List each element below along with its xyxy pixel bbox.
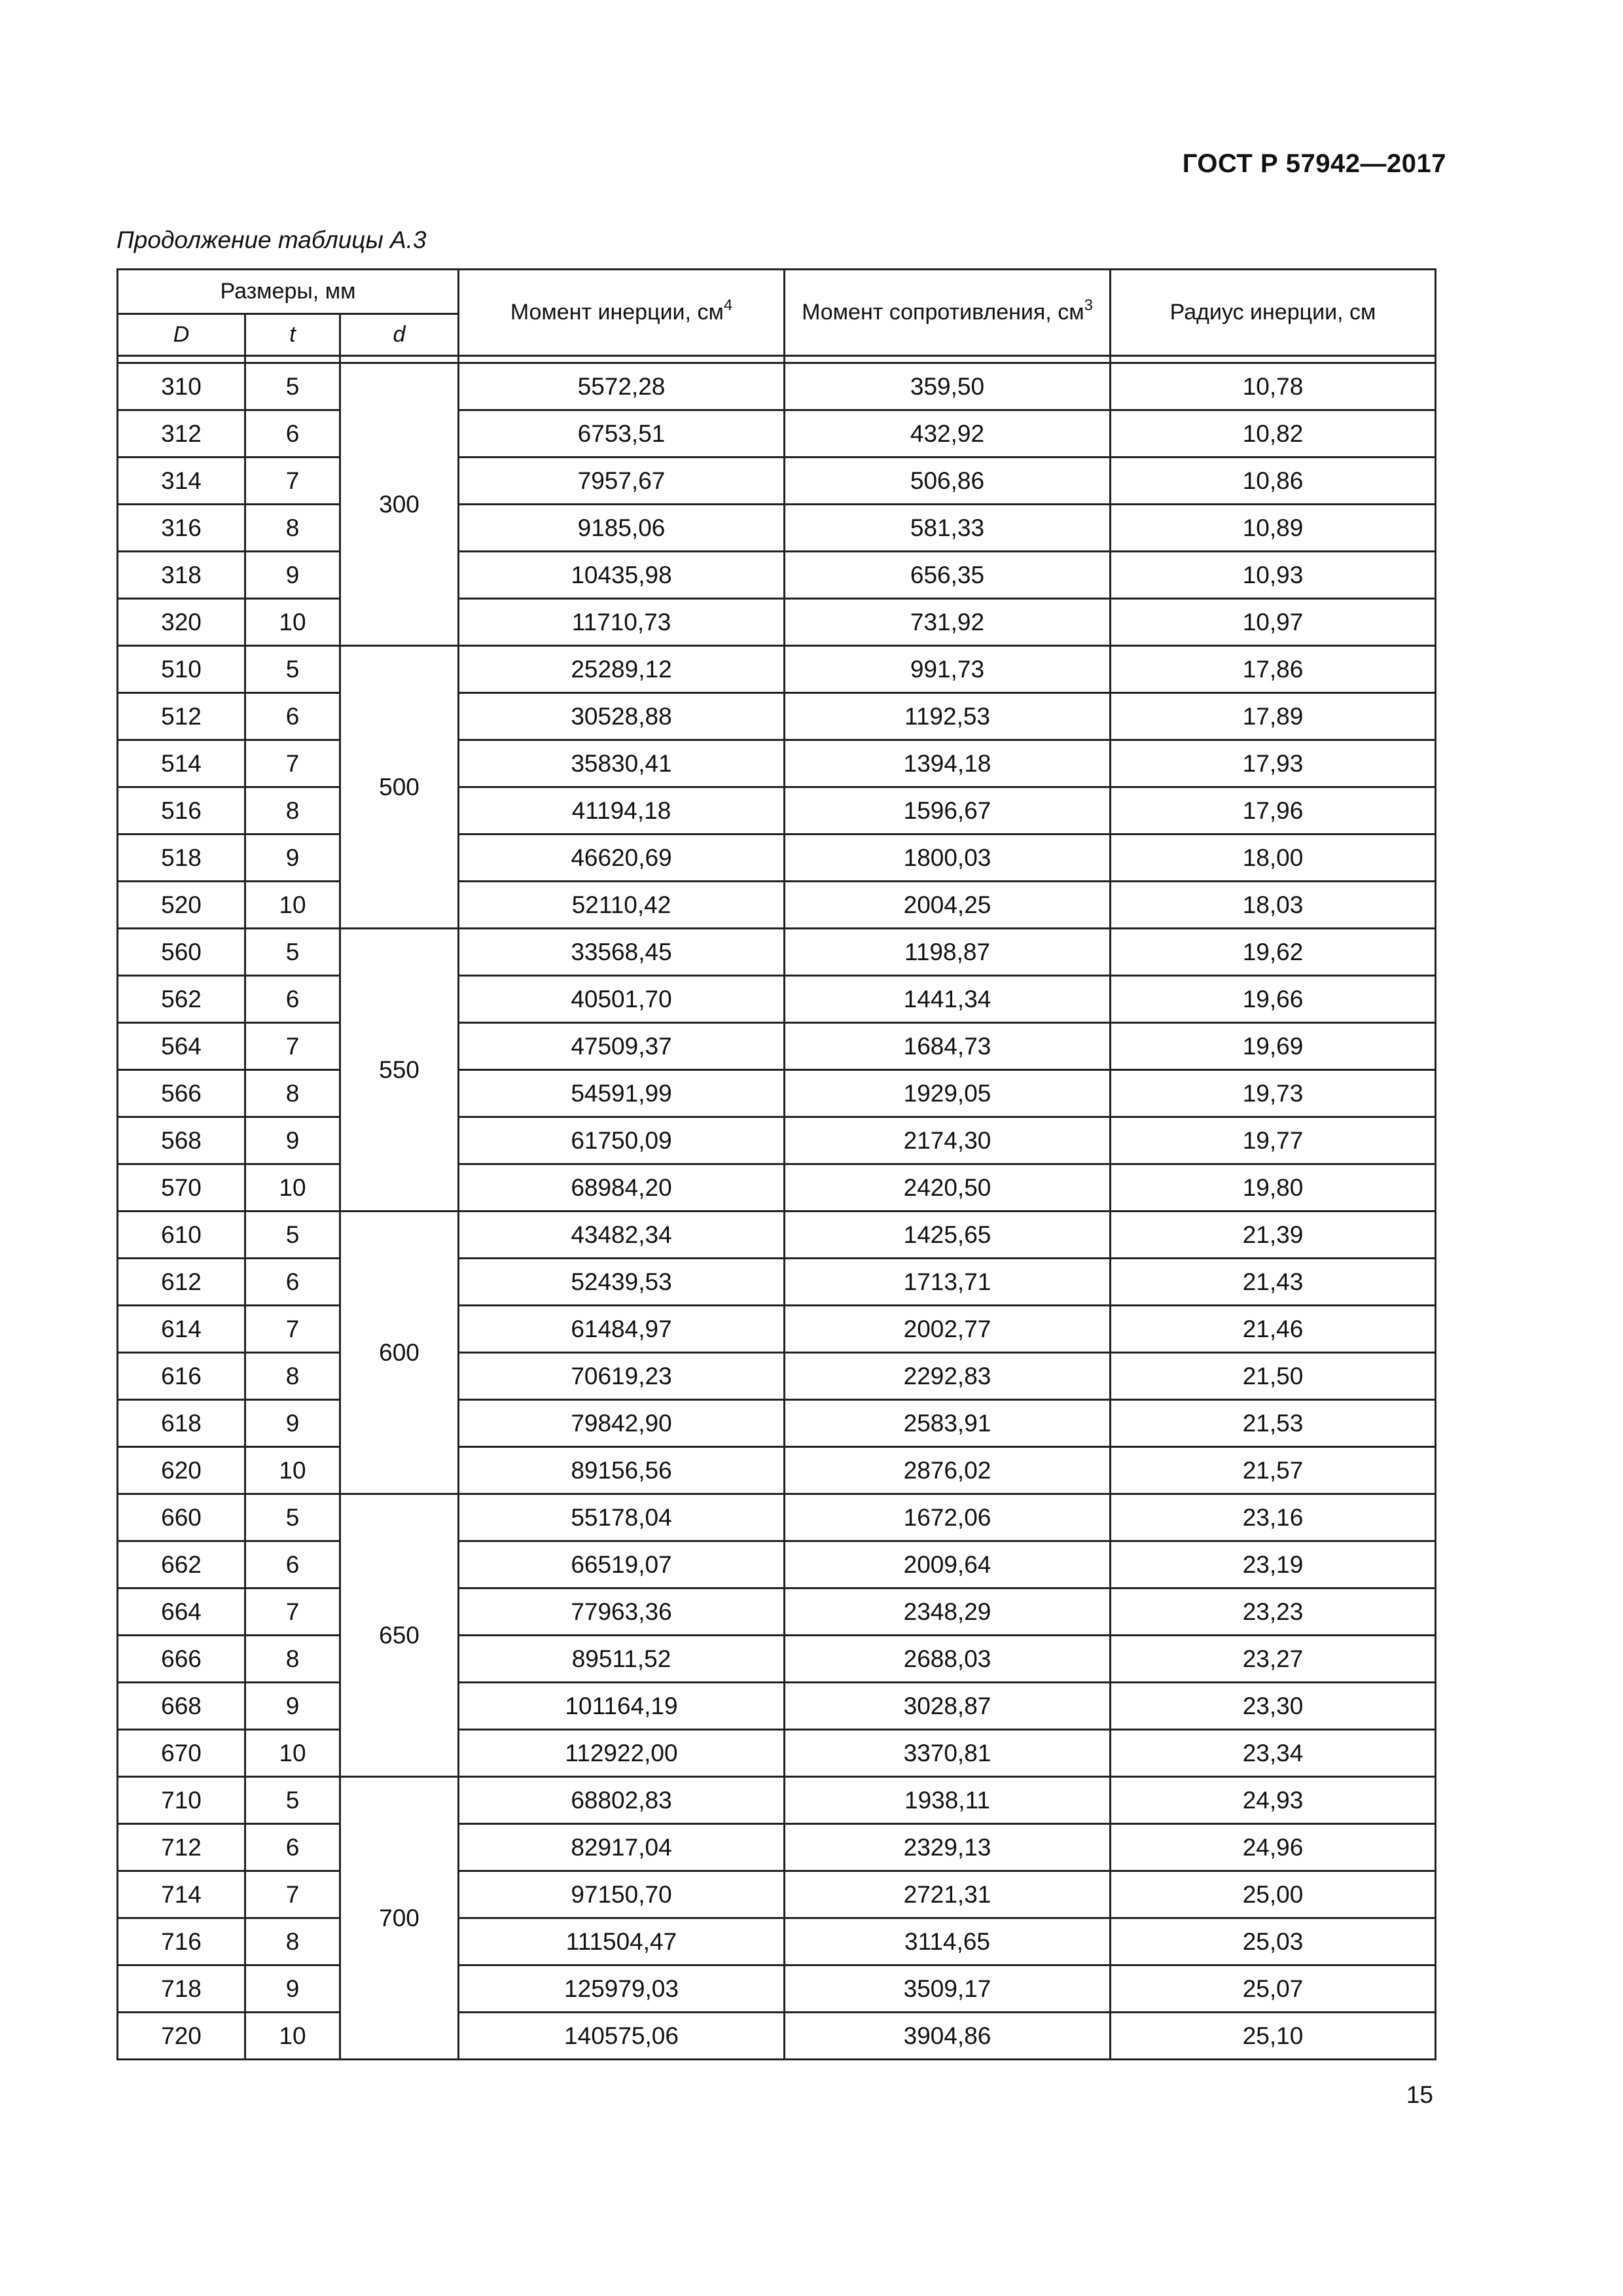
cell-t: 5 <box>245 1494 340 1541</box>
cell-t: 9 <box>245 552 340 599</box>
table-row <box>118 1918 1436 1965</box>
cell-radius: 21,53 <box>1111 1400 1436 1447</box>
cell-moment-inertia: 54591,99 <box>459 1070 785 1117</box>
table-row <box>118 1023 1436 1070</box>
table-row <box>118 457 1436 505</box>
cell-moment-inertia: 40501,70 <box>459 976 785 1023</box>
cell-t: 8 <box>245 787 340 834</box>
cell-moment-inertia: 125979,03 <box>459 1965 785 2013</box>
table-row <box>118 1541 1436 1588</box>
table-row <box>118 552 1436 599</box>
cell-t: 6 <box>245 1541 340 1588</box>
table-row <box>118 1259 1436 1306</box>
table-row <box>118 599 1436 646</box>
cell-moment-resistance: 1713,71 <box>785 1259 1111 1306</box>
standard-code: ГОСТ Р 57942—2017 <box>1182 149 1446 178</box>
cell-moment-inertia: 35830,41 <box>459 740 785 787</box>
cell-D: 570 <box>118 1164 245 1211</box>
cell-moment-resistance: 2174,30 <box>785 1117 1111 1164</box>
cell-moment-resistance: 1198,87 <box>785 929 1111 976</box>
cell-moment-inertia: 101164,19 <box>459 1683 785 1730</box>
cell-D: 314 <box>118 457 245 505</box>
table-row <box>118 1636 1436 1683</box>
cell-D: 312 <box>118 410 245 457</box>
table-caption: Продолжение таблицы А.3 <box>116 226 427 253</box>
cell-D: 718 <box>118 1965 245 2013</box>
cell-radius: 10,78 <box>1111 363 1436 410</box>
cell-t: 9 <box>245 1683 340 1730</box>
cell-moment-inertia: 9185,06 <box>459 505 785 552</box>
cell-moment-resistance: 1192,53 <box>785 693 1111 740</box>
dims-header: Размеры, мм <box>118 270 459 314</box>
cell-t: 7 <box>245 1306 340 1353</box>
cell-radius: 17,86 <box>1111 646 1436 693</box>
cell-moment-resistance: 1929,05 <box>785 1070 1111 1117</box>
cell-t: 5 <box>245 646 340 693</box>
cell-moment-inertia: 52439,53 <box>459 1259 785 1306</box>
cell-radius: 19,80 <box>1111 1164 1436 1211</box>
moment-resistance-exponent: 3 <box>1084 296 1093 314</box>
cell-D: 516 <box>118 787 245 834</box>
moment-resistance-header <box>785 270 1111 356</box>
cell-D: 664 <box>118 1588 245 1636</box>
table-row <box>118 1447 1436 1494</box>
cell-moment-inertia: 10435,98 <box>459 552 785 599</box>
cell-moment-resistance: 3370,81 <box>785 1730 1111 1777</box>
cell-moment-inertia: 111504,47 <box>459 1918 785 1965</box>
cell-t: 8 <box>245 1353 340 1400</box>
cell-D: 564 <box>118 1023 245 1070</box>
cell-D: 512 <box>118 693 245 740</box>
cell-radius: 25,10 <box>1111 2013 1436 2060</box>
cell-t: 7 <box>245 1588 340 1636</box>
header-gap <box>118 356 1436 363</box>
table-row <box>118 2013 1436 2060</box>
cell-radius: 19,62 <box>1111 929 1436 976</box>
cell-radius: 10,93 <box>1111 552 1436 599</box>
table-row <box>118 1306 1436 1353</box>
cell-t: 5 <box>245 363 340 410</box>
cell-moment-inertia: 47509,37 <box>459 1023 785 1070</box>
cell-moment-inertia: 33568,45 <box>459 929 785 976</box>
cell-t: 9 <box>245 1117 340 1164</box>
table-row <box>118 363 1436 410</box>
cell-moment-inertia: 7957,67 <box>459 457 785 505</box>
table-row <box>118 1211 1436 1259</box>
col-d-header <box>340 314 459 356</box>
cell-D: 612 <box>118 1259 245 1306</box>
cell-radius: 19,69 <box>1111 1023 1436 1070</box>
cell-d: 650 <box>340 1494 459 1777</box>
table-row <box>118 929 1436 976</box>
cell-radius: 10,89 <box>1111 505 1436 552</box>
cell-radius: 23,30 <box>1111 1683 1436 1730</box>
cell-radius: 19,66 <box>1111 976 1436 1023</box>
table-row <box>118 410 1436 457</box>
cell-moment-resistance: 1394,18 <box>785 740 1111 787</box>
cell-radius: 10,97 <box>1111 599 1436 646</box>
section-properties-table <box>116 268 1436 2060</box>
table-row <box>118 882 1436 929</box>
cell-t: 10 <box>245 1730 340 1777</box>
cell-D: 510 <box>118 646 245 693</box>
cell-t: 5 <box>245 1777 340 1824</box>
cell-radius: 21,46 <box>1111 1306 1436 1353</box>
cell-moment-inertia: 5572,28 <box>459 363 785 410</box>
cell-moment-resistance: 991,73 <box>785 646 1111 693</box>
cell-d: 500 <box>340 646 459 929</box>
table-row <box>118 1965 1436 2013</box>
cell-moment-resistance: 731,92 <box>785 599 1111 646</box>
cell-radius: 24,93 <box>1111 1777 1436 1824</box>
table-row <box>118 646 1436 693</box>
table-row <box>118 1494 1436 1541</box>
cell-D: 560 <box>118 929 245 976</box>
cell-moment-inertia: 46620,69 <box>459 834 785 882</box>
cell-radius: 21,43 <box>1111 1259 1436 1306</box>
cell-moment-inertia: 77963,36 <box>459 1588 785 1636</box>
cell-moment-resistance: 1425,65 <box>785 1211 1111 1259</box>
cell-radius: 24,96 <box>1111 1824 1436 1871</box>
cell-t: 10 <box>245 1164 340 1211</box>
cell-moment-resistance: 2292,83 <box>785 1353 1111 1400</box>
cell-radius: 23,19 <box>1111 1541 1436 1588</box>
cell-D: 660 <box>118 1494 245 1541</box>
cell-D: 670 <box>118 1730 245 1777</box>
cell-moment-resistance: 2876,02 <box>785 1447 1111 1494</box>
cell-t: 9 <box>245 1400 340 1447</box>
cell-moment-resistance: 432,92 <box>785 410 1111 457</box>
cell-t: 6 <box>245 410 340 457</box>
cell-radius: 23,23 <box>1111 1588 1436 1636</box>
cell-moment-inertia: 61750,09 <box>459 1117 785 1164</box>
cell-moment-inertia: 55178,04 <box>459 1494 785 1541</box>
cell-radius: 23,27 <box>1111 1636 1436 1683</box>
cell-radius: 10,86 <box>1111 457 1436 505</box>
cell-t: 10 <box>245 2013 340 2060</box>
cell-radius: 17,89 <box>1111 693 1436 740</box>
cell-t: 10 <box>245 882 340 929</box>
cell-D: 318 <box>118 552 245 599</box>
col-t-header <box>245 314 340 356</box>
table-row <box>118 1117 1436 1164</box>
cell-radius: 25,03 <box>1111 1918 1436 1965</box>
cell-d: 300 <box>340 363 459 646</box>
cell-moment-resistance: 2004,25 <box>785 882 1111 929</box>
cell-moment-resistance: 2688,03 <box>785 1636 1111 1683</box>
cell-D: 668 <box>118 1683 245 1730</box>
cell-radius: 21,50 <box>1111 1353 1436 1400</box>
cell-moment-inertia: 30528,88 <box>459 693 785 740</box>
cell-moment-inertia: 11710,73 <box>459 599 785 646</box>
cell-moment-inertia: 68984,20 <box>459 1164 785 1211</box>
cell-moment-inertia: 89156,56 <box>459 1447 785 1494</box>
table-row <box>118 740 1436 787</box>
cell-t: 8 <box>245 1636 340 1683</box>
cell-D: 714 <box>118 1871 245 1918</box>
cell-D: 616 <box>118 1353 245 1400</box>
cell-moment-inertia: 61484,97 <box>459 1306 785 1353</box>
cell-t: 10 <box>245 599 340 646</box>
cell-radius: 19,73 <box>1111 1070 1436 1117</box>
moment-inertia-exponent: 4 <box>723 296 733 314</box>
cell-t: 7 <box>245 740 340 787</box>
cell-moment-inertia: 43482,34 <box>459 1211 785 1259</box>
cell-t: 7 <box>245 1023 340 1070</box>
moment-resistance-label: Момент сопротивления, см <box>802 300 1084 325</box>
cell-radius: 23,16 <box>1111 1494 1436 1541</box>
cell-D: 666 <box>118 1636 245 1683</box>
cell-moment-resistance: 2329,13 <box>785 1824 1111 1871</box>
cell-D: 316 <box>118 505 245 552</box>
cell-moment-resistance: 1672,06 <box>785 1494 1111 1541</box>
table-row <box>118 976 1436 1023</box>
cell-D: 310 <box>118 363 245 410</box>
cell-moment-resistance: 506,86 <box>785 457 1111 505</box>
cell-moment-resistance: 2420,50 <box>785 1164 1111 1211</box>
cell-t: 8 <box>245 505 340 552</box>
cell-moment-inertia: 140575,06 <box>459 2013 785 2060</box>
cell-moment-resistance: 1800,03 <box>785 834 1111 882</box>
table-row <box>118 1824 1436 1871</box>
cell-moment-inertia: 79842,90 <box>459 1400 785 1447</box>
cell-moment-resistance: 1596,67 <box>785 787 1111 834</box>
cell-D: 514 <box>118 740 245 787</box>
cell-moment-inertia: 97150,70 <box>459 1871 785 1918</box>
cell-radius: 18,03 <box>1111 882 1436 929</box>
cell-t: 7 <box>245 457 340 505</box>
moment-inertia-label: Момент инерции, см <box>510 300 724 325</box>
cell-moment-inertia: 112922,00 <box>459 1730 785 1777</box>
cell-D: 566 <box>118 1070 245 1117</box>
cell-D: 712 <box>118 1824 245 1871</box>
cell-t: 9 <box>245 834 340 882</box>
cell-moment-resistance: 1684,73 <box>785 1023 1111 1070</box>
cell-radius: 17,96 <box>1111 787 1436 834</box>
cell-t: 7 <box>245 1871 340 1918</box>
cell-radius: 25,07 <box>1111 1965 1436 2013</box>
cell-D: 614 <box>118 1306 245 1353</box>
cell-D: 710 <box>118 1777 245 1824</box>
cell-D: 610 <box>118 1211 245 1259</box>
table-row <box>118 693 1436 740</box>
cell-moment-resistance: 3509,17 <box>785 1965 1111 2013</box>
table-row <box>118 505 1436 552</box>
cell-moment-resistance: 2002,77 <box>785 1306 1111 1353</box>
cell-moment-resistance: 1938,11 <box>785 1777 1111 1824</box>
cell-moment-resistance: 2009,64 <box>785 1541 1111 1588</box>
cell-D: 720 <box>118 2013 245 2060</box>
col-t-symbol: t <box>289 322 296 347</box>
table-row <box>118 1683 1436 1730</box>
table-row <box>118 834 1436 882</box>
cell-moment-resistance: 656,35 <box>785 552 1111 599</box>
cell-moment-inertia: 6753,51 <box>459 410 785 457</box>
cell-moment-inertia: 70619,23 <box>459 1353 785 1400</box>
cell-D: 716 <box>118 1918 245 1965</box>
table-row <box>118 1777 1436 1824</box>
table-row <box>118 1730 1436 1777</box>
cell-t: 8 <box>245 1070 340 1117</box>
col-D-symbol: D <box>173 322 190 347</box>
page-number: 15 <box>1406 2081 1433 2108</box>
cell-moment-inertia: 89511,52 <box>459 1636 785 1683</box>
col-d-symbol: d <box>393 322 406 347</box>
cell-moment-resistance: 2348,29 <box>785 1588 1111 1636</box>
radius-header: Радиус инерции, см <box>1111 270 1436 356</box>
cell-t: 9 <box>245 1965 340 2013</box>
cell-t: 5 <box>245 929 340 976</box>
cell-D: 568 <box>118 1117 245 1164</box>
cell-moment-resistance: 2721,31 <box>785 1871 1111 1918</box>
cell-D: 620 <box>118 1447 245 1494</box>
cell-moment-resistance: 359,50 <box>785 363 1111 410</box>
cell-radius: 19,77 <box>1111 1117 1436 1164</box>
cell-moment-inertia: 68802,83 <box>459 1777 785 1824</box>
cell-radius: 10,82 <box>1111 410 1436 457</box>
cell-d: 600 <box>340 1211 459 1494</box>
cell-D: 562 <box>118 976 245 1023</box>
cell-t: 6 <box>245 976 340 1023</box>
cell-t: 8 <box>245 1918 340 1965</box>
cell-D: 518 <box>118 834 245 882</box>
table-row <box>118 1400 1436 1447</box>
cell-moment-inertia: 41194,18 <box>459 787 785 834</box>
cell-radius: 21,57 <box>1111 1447 1436 1494</box>
cell-moment-resistance: 3904,86 <box>785 2013 1111 2060</box>
table-row <box>118 1164 1436 1211</box>
cell-d: 700 <box>340 1777 459 2060</box>
cell-D: 618 <box>118 1400 245 1447</box>
cell-radius: 21,39 <box>1111 1211 1436 1259</box>
cell-moment-resistance: 581,33 <box>785 505 1111 552</box>
col-D-header <box>118 314 245 356</box>
table-row <box>118 1070 1436 1117</box>
cell-t: 6 <box>245 1824 340 1871</box>
cell-moment-resistance: 3114,65 <box>785 1918 1111 1965</box>
cell-d: 550 <box>340 929 459 1211</box>
cell-t: 6 <box>245 693 340 740</box>
table-row <box>118 1871 1436 1918</box>
table-row <box>118 1588 1436 1636</box>
cell-moment-inertia: 52110,42 <box>459 882 785 929</box>
cell-radius: 17,93 <box>1111 740 1436 787</box>
cell-t: 5 <box>245 1211 340 1259</box>
cell-t: 10 <box>245 1447 340 1494</box>
cell-t: 6 <box>245 1259 340 1306</box>
cell-radius: 23,34 <box>1111 1730 1436 1777</box>
cell-moment-inertia: 66519,07 <box>459 1541 785 1588</box>
cell-D: 662 <box>118 1541 245 1588</box>
cell-moment-inertia: 25289,12 <box>459 646 785 693</box>
moment-inertia-header <box>459 270 785 356</box>
cell-D: 320 <box>118 599 245 646</box>
cell-moment-resistance: 3028,87 <box>785 1683 1111 1730</box>
table-body <box>118 363 1436 2060</box>
table-row <box>118 787 1436 834</box>
cell-moment-inertia: 82917,04 <box>459 1824 785 1871</box>
cell-moment-resistance: 2583,91 <box>785 1400 1111 1447</box>
cell-radius: 25,00 <box>1111 1871 1436 1918</box>
cell-radius: 18,00 <box>1111 834 1436 882</box>
cell-D: 520 <box>118 882 245 929</box>
cell-moment-resistance: 1441,34 <box>785 976 1111 1023</box>
table-row <box>118 1353 1436 1400</box>
